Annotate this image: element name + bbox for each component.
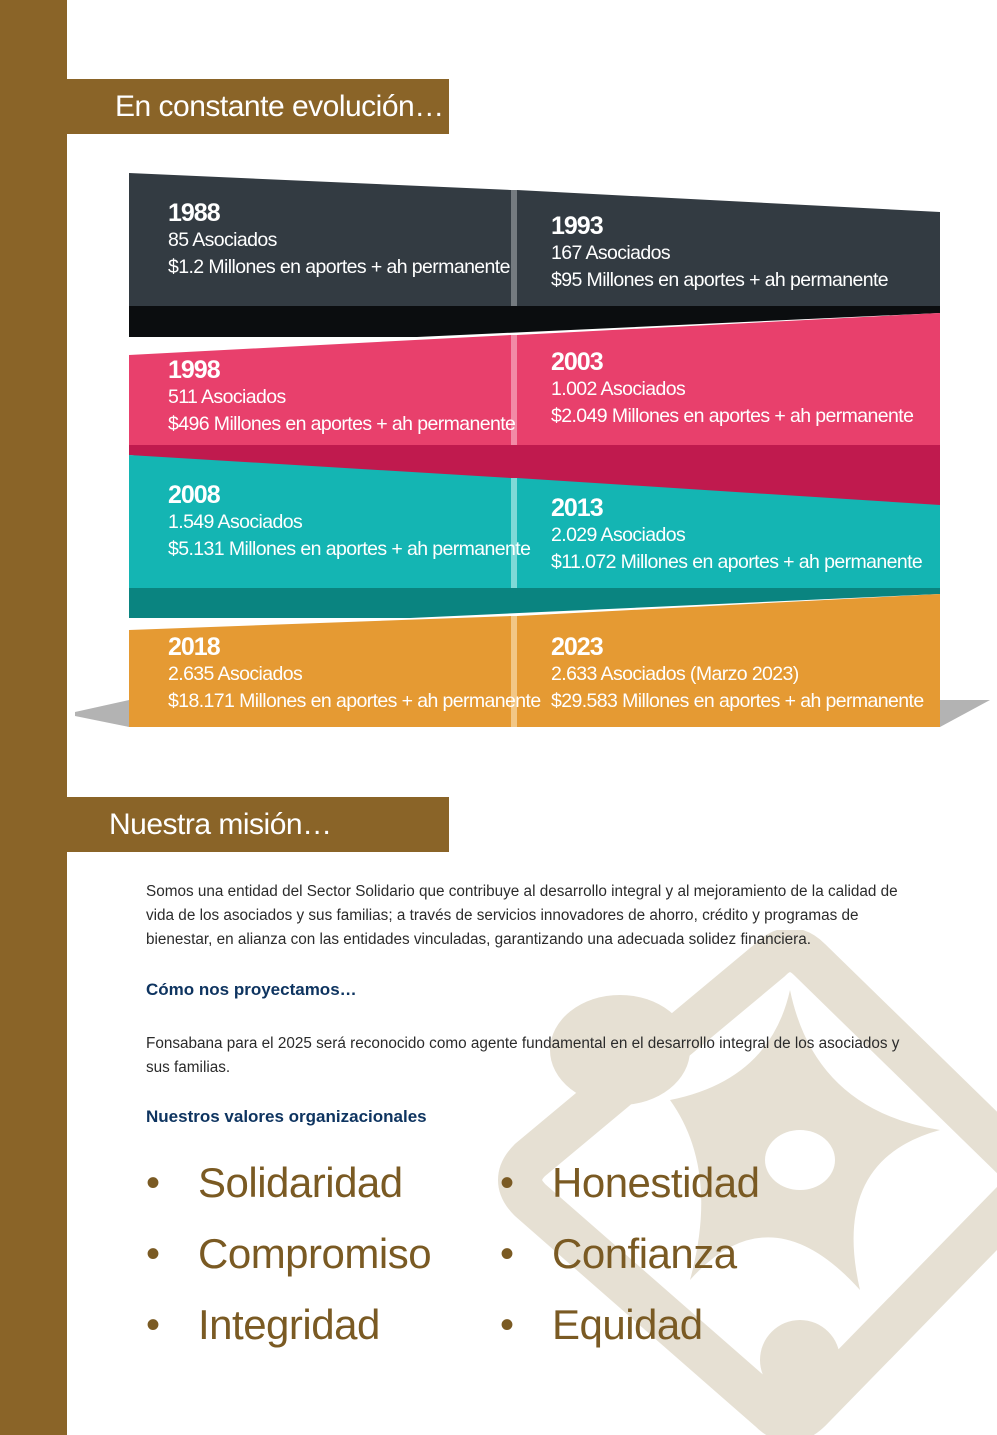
entry-members: 2.635 Asociados <box>168 663 303 685</box>
entry-contributions: $5.131 Millones en aportes + ah permanente <box>168 538 531 560</box>
mission-banner: Nuestra misión… <box>67 797 449 852</box>
entry-members: 85 Asociados <box>168 229 277 251</box>
entry-members: 2.633 Asociados (Marzo 2023) <box>551 663 799 685</box>
entry-contributions: $496 Millones en aportes + ah permanente <box>168 413 516 435</box>
entry-year: 2018 <box>168 633 220 661</box>
entry-contributions: $2.049 Millones en aportes + ah permanente <box>551 405 914 427</box>
value-label: Solidaridad <box>198 1159 403 1206</box>
value-item <box>500 1300 820 1350</box>
value-item <box>500 1158 820 1208</box>
timeline-entry-2013 <box>551 495 922 576</box>
entry-year: 1998 <box>168 356 220 384</box>
vision-heading: Cómo nos proyectamos… <box>146 980 357 999</box>
value-label: Confianza <box>552 1230 737 1277</box>
timeline-entry-2003 <box>551 349 913 430</box>
evolution-banner: En constante evolución… <box>67 79 449 134</box>
entry-year: 1988 <box>168 199 220 227</box>
value-label: Equidad <box>552 1301 703 1348</box>
value-item <box>500 1229 820 1279</box>
timeline-entry-2008 <box>168 482 530 563</box>
entry-contributions: $18.171 Millones en aportes + ah permanente <box>168 690 541 712</box>
bullet-icon: • <box>146 1232 160 1276</box>
bullet-icon: • <box>500 1232 514 1276</box>
value-label: Integridad <box>198 1301 380 1348</box>
entry-contributions: $1.2 Millones en aportes + ah permanente <box>168 256 510 278</box>
entry-year: 1993 <box>551 212 603 240</box>
vision-text: Fonsabana para el 2025 será reconocido como agente fundamental en el desarrollo integral de los asociados y sus familias. <box>146 1035 900 1076</box>
band-dark-divider <box>511 190 517 306</box>
value-item <box>146 1158 466 1208</box>
bullet-icon: • <box>500 1161 514 1205</box>
value-item <box>146 1300 466 1350</box>
entry-members: 1.549 Asociados <box>168 511 303 533</box>
timeline-entry-2018 <box>168 634 541 715</box>
value-item <box>146 1229 466 1279</box>
timeline-base-right <box>940 700 990 727</box>
timeline-entry-1988 <box>168 200 510 281</box>
entry-contributions: $29.583 Millones en aportes + ah permanente <box>551 690 924 712</box>
entry-year: 2013 <box>551 494 603 522</box>
timeline-entry-1993 <box>551 213 888 294</box>
entry-members: 1.002 Asociados <box>551 378 686 400</box>
entry-contributions: $95 Millones en aportes + ah permanente <box>551 269 889 291</box>
timeline-base <box>75 700 129 727</box>
entry-year: 2003 <box>551 348 603 376</box>
value-label: Honestidad <box>552 1159 760 1206</box>
value-label: Compromiso <box>198 1230 432 1277</box>
bullet-icon: • <box>146 1303 160 1347</box>
entry-members: 511 Asociados <box>168 386 286 408</box>
entry-year: 2023 <box>551 633 603 661</box>
bullet-icon: • <box>146 1161 160 1205</box>
entry-members: 167 Asociados <box>551 242 671 264</box>
mission-text: Somos una entidad del Sector Solidario que contribuye al desarrollo integral y al mejoramiento de la calidad de vida de los asociados y sus familias; a través de servicios innovadores de ahorro, crédito y programas de bienestar, en alianza con las entidades vinculadas, garantizando una adecuada solidez financiera. <box>146 883 898 948</box>
bullet-icon: • <box>500 1303 514 1347</box>
timeline-entry-2023 <box>551 634 924 715</box>
entry-year: 2008 <box>168 481 220 509</box>
values-heading: Nuestros valores organizacionales <box>146 1107 427 1126</box>
timeline-entry-1998 <box>168 357 515 438</box>
entry-contributions: $11.072 Millones en aportes + ah permanente <box>551 551 923 573</box>
entry-members: 2.029 Asociados <box>551 524 686 546</box>
